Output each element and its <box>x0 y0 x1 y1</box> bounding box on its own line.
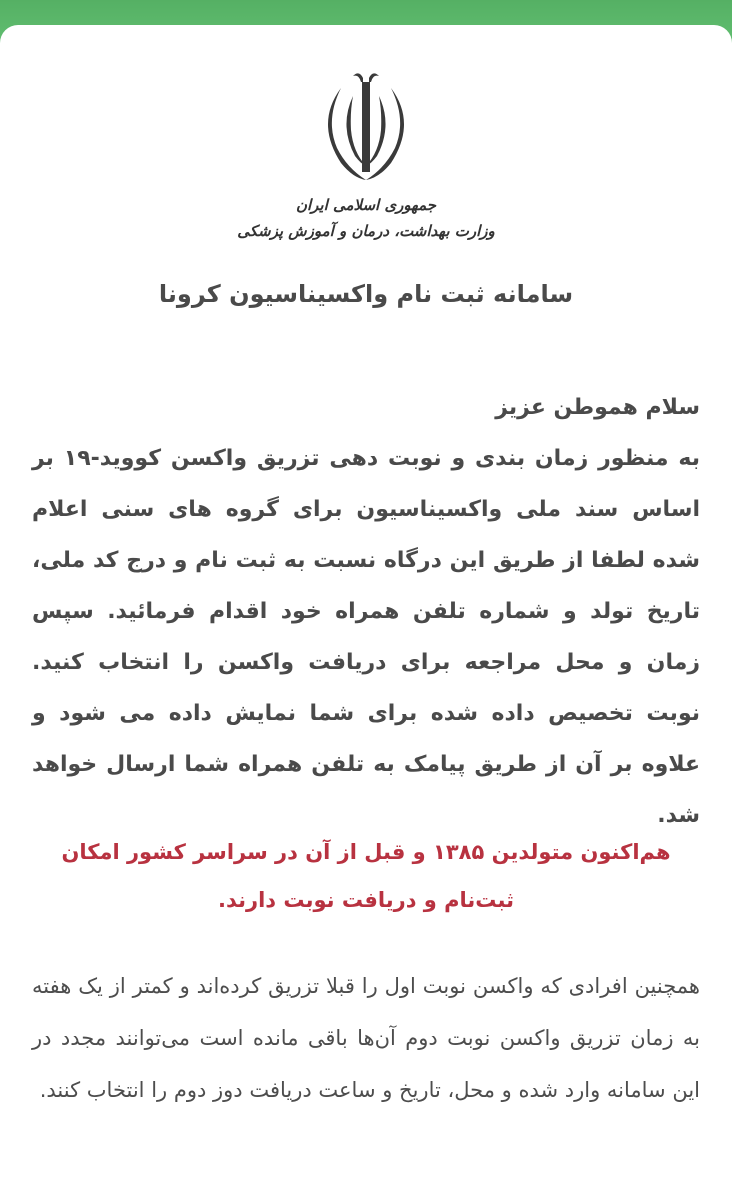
eligibility-notice: هم‌اکنون متولدین ۱۳۸۵ و قبل از آن در سراسر کشور امکان ثبت‌نام و دریافت نوبت دارند. <box>61 840 671 912</box>
iran-emblem-icon <box>311 68 421 188</box>
government-name: جمهوری اسلامی ایران <box>295 196 437 214</box>
page-title: سامانه ثبت نام واکسیناسیون کرونا <box>158 280 574 308</box>
intro-section <box>32 382 700 841</box>
ministry-name: وزارت بهداشت، درمان و آموزش پزشکی <box>237 222 495 240</box>
intro-paragraph: به منظور زمان بندی و نوبت دهی تزریق واکسن کووید-۱۹ بر اساس سند ملی واکسیناسیون برای گروه های سنی اعلام شده لطفا از طریق این درگاه نسبت به ثبت نام و درج کد ملی، تاریخ تولد و شماره تلفن همراه خود اقدام فرمائید. سپس زمان و محل مراجعه برای دریافت واکسن را انتخاب کنید. نوبت تخصیص داده شده برای شما نمایش داده می شود و علاوه بر آن از طریق پیامک به تلفن همراه شما ارسال خواهد شد. <box>32 446 700 828</box>
second-dose-paragraph: همچنین افرادی که واکسن نوبت اول را قبلا تزریق کرده‌اند و کمتر از یک هفته به زمان تزریق واکسن نوبت دوم آن‌ها باقی مانده است می‌توانند مجدد در این سامانه وارد شده و محل، تاریخ و ساعت دریافت دوز دوم را انتخاب کنند. <box>32 974 700 1102</box>
header <box>0 68 732 188</box>
greeting-text: سلام هموطن عزیز <box>495 395 700 420</box>
